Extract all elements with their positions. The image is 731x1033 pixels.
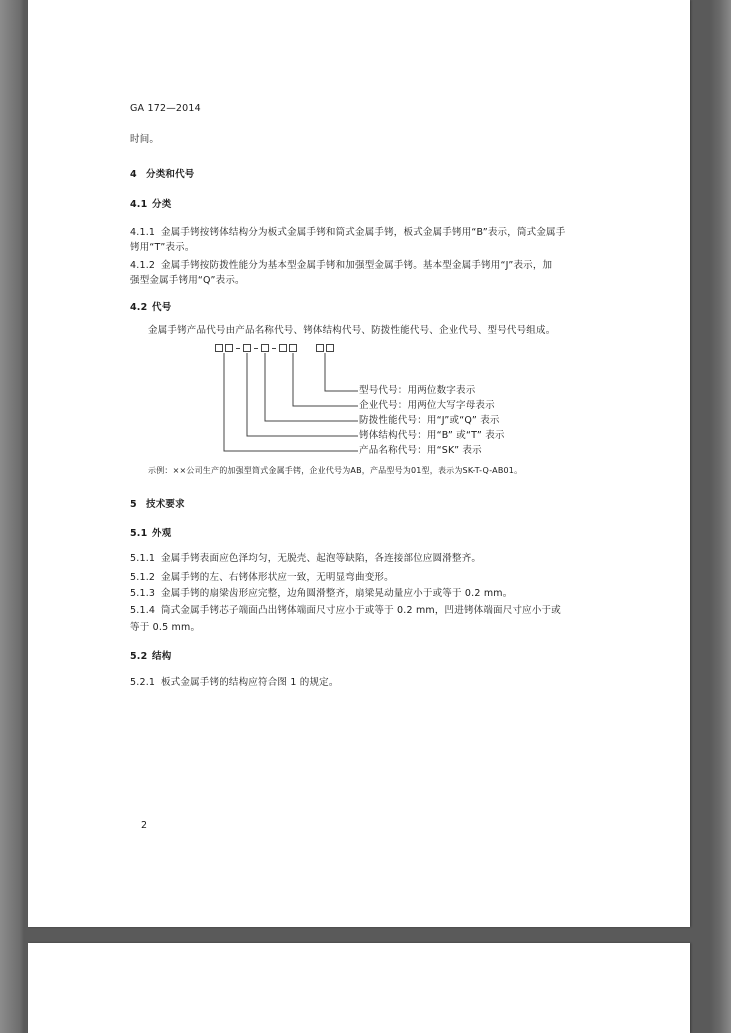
example-note: 示例：××公司生产的加强型筒式金属手铐，企业代号为AB，产品型号为01型，表示为SK-T-Q-AB01。	[148, 466, 523, 475]
section-5-1-title: 外观	[152, 528, 172, 539]
clause-4-1-1-number: 4.1.1	[130, 227, 156, 238]
document-page	[28, 0, 690, 927]
clause-4-1-2-number: 4.1.2	[130, 260, 156, 271]
section-4-1-number: 4.1	[130, 199, 148, 210]
diagram-label-enterprise: 企业代号：用两位大写字母表示	[359, 400, 495, 411]
standard-number: GA 172—2014	[130, 103, 201, 114]
diagram-label-product-name: 产品名称代号：用“SK” 表示	[359, 445, 482, 456]
section-5-2-number: 5.2	[130, 651, 148, 662]
section-5-title: 技术要求	[146, 499, 185, 510]
next-page	[28, 943, 690, 1033]
section-4-2-title: 代号	[152, 302, 172, 313]
diagram-leader-lines	[28, 0, 690, 927]
clause-5-1-4-line2: 等于 0.5 mm。	[130, 622, 201, 633]
clause-4-2-text: 金属手铐产品代号由产品名称代号、铐体结构代号、防拨性能代号、企业代号、型号代号组成。	[148, 325, 556, 336]
section-4-number: 4	[130, 169, 137, 180]
section-5-2-title: 结构	[152, 651, 172, 662]
section-5-1-number: 5.1	[130, 528, 148, 539]
clause-5-1-2-text: 金属手铐的左、右铐体形状应一致，无明显弯曲变形。	[161, 572, 394, 583]
clause-5-1-1-text: 金属手铐表面应色泽均匀，无脱壳、起泡等缺陷，各连接部位应圆滑整齐。	[161, 553, 482, 564]
clause-4-1-2-line1: 金属手铐按防拨性能分为基本型金属手铐和加强型金属手铐。基本型金属手铐用“J”表示，加	[161, 260, 553, 271]
clause-4-1-2-line2: 强型金属手铐用“Q”表示。	[130, 275, 245, 286]
clause-4-1-1-line2: 铐用“T”表示。	[130, 242, 195, 253]
page-number: 2	[141, 820, 148, 831]
clause-5-1-1-number: 5.1.1	[130, 553, 156, 564]
section-4-1-title: 分类	[152, 199, 172, 210]
paragraph-continuation: 时间。	[130, 134, 160, 145]
clause-5-1-2-number: 5.1.2	[130, 572, 156, 583]
clause-5-1-3-number: 5.1.3	[130, 588, 156, 599]
diagram-label-model: 型号代号：用两位数字表示	[359, 385, 476, 396]
diagram-label-anti-pick: 防拨性能代号：用“J”或“Q” 表示	[359, 415, 500, 426]
clause-5-1-4-line1: 筒式金属手铐芯子端面凸出铐体端面尺寸应小于或等于 0.2 mm，凹进铐体端面尺寸应小于或	[161, 605, 561, 616]
clause-5-2-1-number: 5.2.1	[130, 677, 156, 688]
clause-5-1-4-number: 5.1.4	[130, 605, 156, 616]
section-4-title: 分类和代号	[146, 169, 195, 180]
clause-4-1-1-line1: 金属手铐按铐体结构分为板式金属手铐和筒式金属手铐，板式金属手铐用“B”表示，筒式金属手	[161, 227, 566, 238]
clause-5-1-3-text: 金属手铐的扇梁齿形应完整，边角圆滑整齐，扇梁晃动量应小于或等于 0.2 mm。	[161, 588, 513, 599]
section-4-2-number: 4.2	[130, 302, 148, 313]
section-5-number: 5	[130, 499, 137, 510]
diagram-label-structure: 铐体结构代号：用“B” 或“T” 表示	[359, 430, 505, 441]
clause-5-2-1-text: 板式金属手铐的结构应符合图 1 的规定。	[161, 677, 339, 688]
